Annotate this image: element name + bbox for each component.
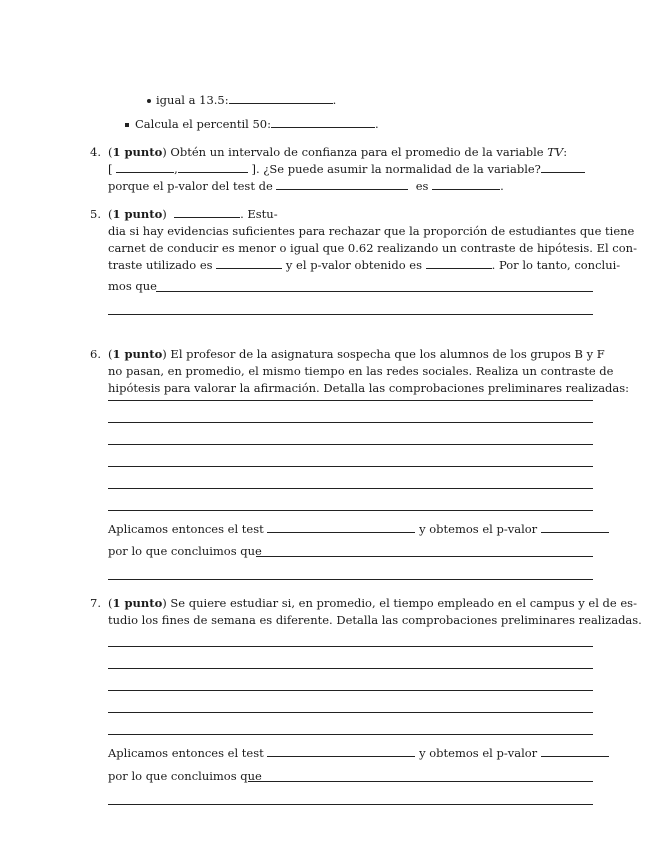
question-number: 7. [90, 596, 101, 610]
q7-line-1: (1 punto) Se quiere estudiar si, en promedio, el tiempo empleado en el campus y el de es- [108, 596, 637, 610]
conclusion-line[interactable] [156, 291, 593, 292]
q5-line-3: carnet de conducir es menor o igual que 0.62 realizando un contraste de hipótesis. El con- [108, 241, 637, 255]
points-label: 1 punto [112, 207, 163, 221]
answer-blank[interactable] [229, 93, 333, 104]
bullet-text: igual a 13.5: [156, 93, 229, 107]
conclusion-line[interactable] [256, 556, 593, 557]
q7-line-2: tudio los fines de semana es diferente. Detalla las comprobaciones preliminares realizadas. [108, 613, 642, 627]
bullet-text: Calcula el percentil 50: [135, 117, 271, 131]
points-label: 1 punto [112, 145, 163, 159]
answer-line[interactable] [108, 734, 593, 735]
q4-line-1: (1 punto) Obtén un intervalo de confianza para el promedio de la variable TV: [108, 145, 568, 159]
test-applied-blank[interactable] [267, 522, 415, 533]
answer-line[interactable] [108, 422, 593, 423]
bullet-item-percentile: Calcula el percentil 50: . [125, 117, 379, 131]
answer-line[interactable] [108, 510, 593, 511]
square-bullet-icon [125, 123, 129, 127]
answer-line[interactable] [108, 646, 593, 647]
test-used-blank[interactable] [216, 258, 282, 269]
answer-line[interactable] [108, 690, 593, 691]
variable-name: TV [547, 145, 564, 159]
q5-line-1: (1 punto) . Estu- [108, 207, 278, 221]
q4-line-3: porque el p-valor del test de es . [108, 179, 504, 193]
answer-line[interactable] [108, 466, 593, 467]
answer-line[interactable] [108, 444, 593, 445]
answer-blank[interactable] [271, 117, 375, 128]
normality-answer-blank[interactable] [541, 162, 585, 173]
p-value-blank[interactable] [541, 746, 609, 757]
conclusion-line[interactable] [248, 781, 593, 782]
points-label: 1 punto [112, 596, 163, 610]
test-name-blank[interactable] [276, 179, 408, 190]
q6-conclusion-label: por lo que concluimos que [108, 544, 262, 558]
interval-lower-input[interactable] [116, 162, 174, 173]
answer-line[interactable] [108, 314, 593, 315]
question-number: 5. [90, 207, 101, 221]
points-label: 1 punto [112, 347, 163, 361]
question-number: 6. [90, 347, 101, 361]
q5-line-5: mos que [108, 279, 157, 293]
question-number: 4. [90, 145, 101, 159]
p-value-blank[interactable] [541, 522, 609, 533]
p-value-blank[interactable] [426, 258, 492, 269]
answer-line[interactable] [108, 668, 593, 669]
interval-upper-input[interactable] [178, 162, 248, 173]
q6-test-line: Aplicamos entonces el test y obtemos el p-valor [108, 522, 609, 536]
q6-line-3: hipótesis para valorar la afirmación. Detalla las comprobaciones preliminares realizadas: [108, 381, 630, 395]
q6-line-2: no pasan, en promedio, el mismo tiempo en las redes sociales. Realiza un contraste de [108, 364, 614, 378]
answer-line[interactable] [108, 712, 593, 713]
p-value-blank[interactable] [432, 179, 500, 190]
percentage-blank[interactable] [174, 207, 240, 218]
answer-line[interactable] [108, 488, 593, 489]
bullet-icon [147, 99, 151, 103]
q7-test-line: Aplicamos entonces el test y obtemos el p-valor [108, 746, 609, 760]
q4-line-2: [ , ]. ¿Se puede asumir la normalidad de la variable? [108, 162, 585, 176]
q7-conclusion-label: por lo que concluimos que [108, 769, 262, 783]
q5-line-4: traste utilizado es y el p-valor obtenido es . Por lo tanto, conclui- [108, 258, 621, 272]
answer-line[interactable] [108, 579, 593, 580]
q5-line-2: dia si hay evidencias suficientes para rechazar que la proporción de estudiantes que tiene [108, 224, 635, 238]
answer-line[interactable] [108, 804, 593, 805]
bullet-item-equal: igual a 13.5: . [147, 93, 336, 107]
answer-line[interactable] [108, 400, 593, 401]
test-applied-blank[interactable] [267, 746, 415, 757]
q6-line-1: (1 punto) El profesor de la asignatura sospecha que los alumnos de los grupos B y F [108, 347, 605, 361]
